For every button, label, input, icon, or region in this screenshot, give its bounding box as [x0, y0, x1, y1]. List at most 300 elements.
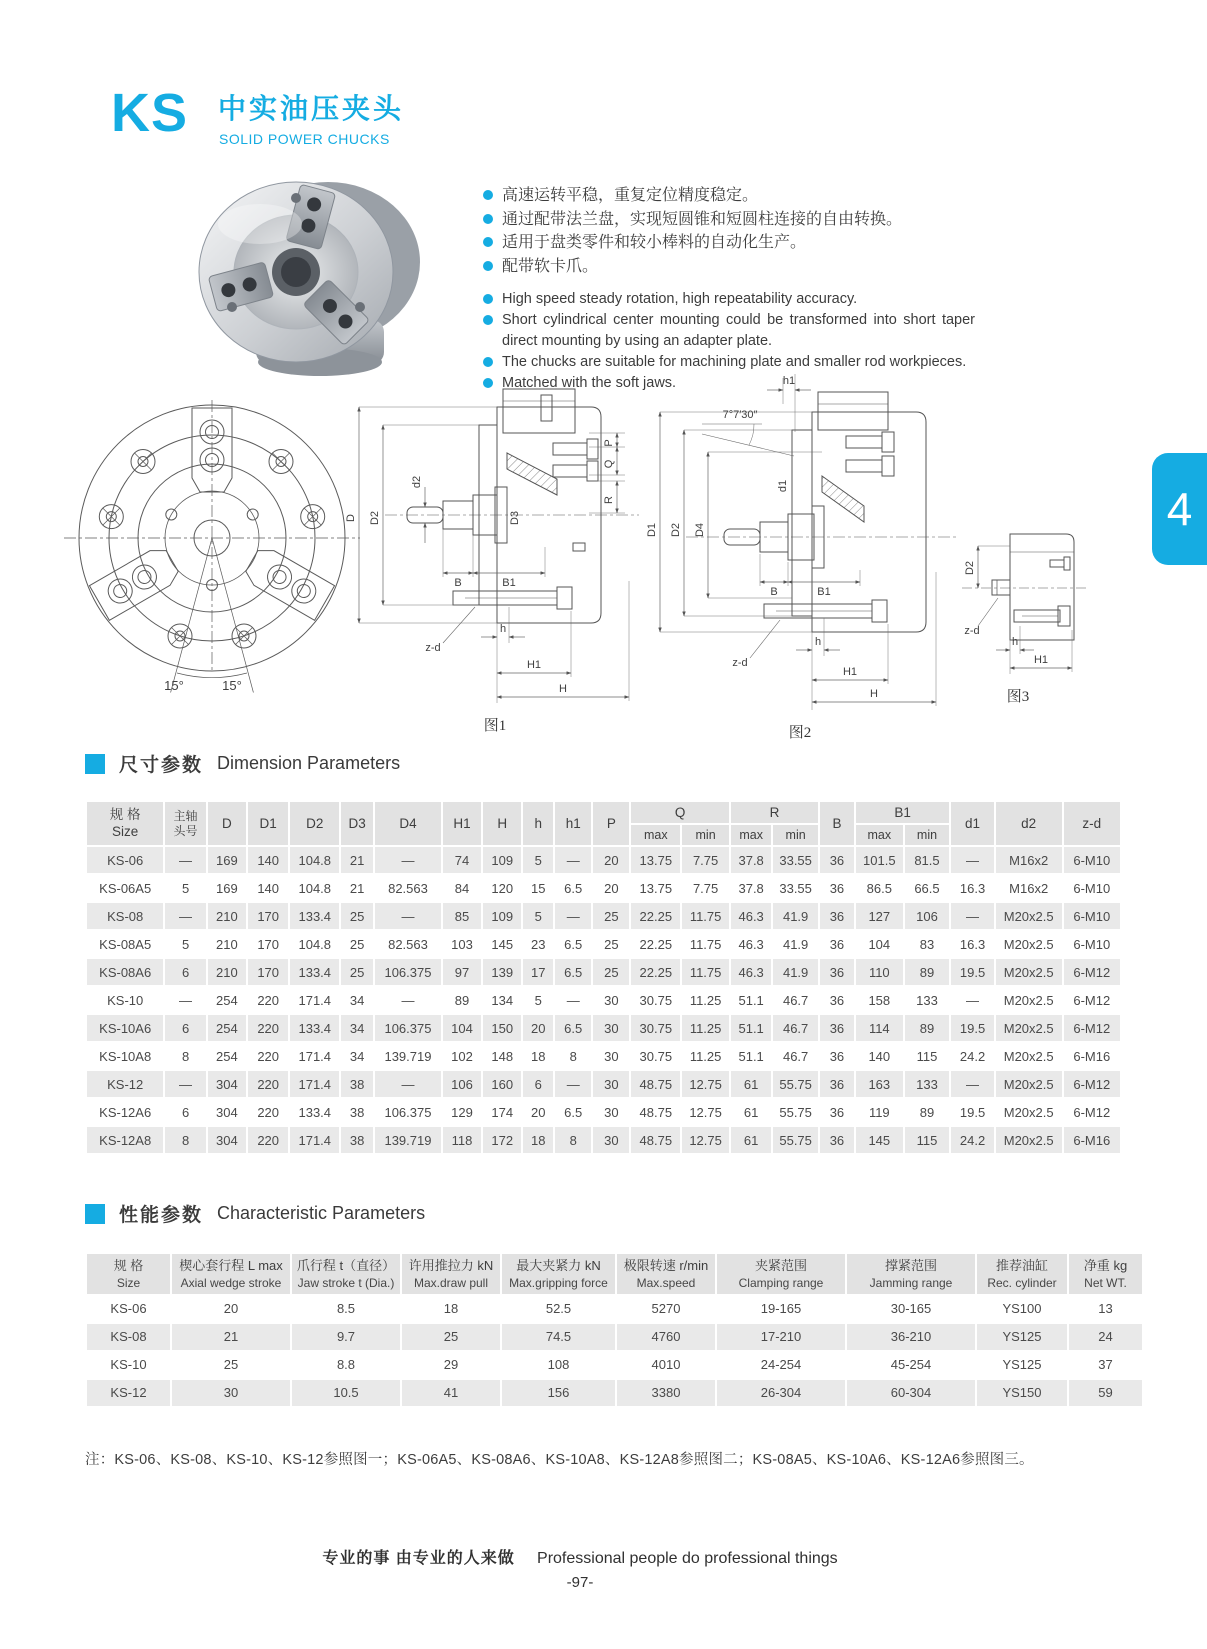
table-cell: 30.75: [630, 1042, 681, 1070]
table-cell: 41.9: [772, 902, 819, 930]
table-cell: 18: [522, 1042, 554, 1070]
table-cell: 25: [340, 930, 374, 958]
table-cell: 38: [340, 1126, 374, 1154]
table-cell: KS-12A6: [86, 1098, 164, 1126]
section-marker-icon: [85, 1204, 105, 1224]
table-cell: 17: [522, 958, 554, 986]
table-cell: 25: [592, 930, 630, 958]
table-cell: 23: [522, 930, 554, 958]
column-header: 最大夹紧力 kN Max.gripping force: [501, 1253, 616, 1295]
table-cell: 114: [855, 1014, 904, 1042]
table-cell: 19.5: [950, 1098, 994, 1126]
footer-slogan-zh: 专业的事 由专业的人来做: [322, 1550, 515, 1567]
table-cell: 25: [340, 902, 374, 930]
table-cell: 6-M10: [1063, 874, 1121, 902]
table-cell: 46.7: [772, 1042, 819, 1070]
column-header-size: 规 格 Size: [86, 801, 164, 846]
table-cell: 55.75: [772, 1098, 819, 1126]
table-cell: 38: [340, 1070, 374, 1098]
table-cell: 51.1: [730, 986, 772, 1014]
table-cell: KS-10: [86, 1351, 171, 1379]
table-cell: 19-165: [716, 1295, 846, 1323]
section-marker-icon: [85, 754, 105, 774]
dim-label: h: [814, 636, 822, 648]
table-cell: 30: [592, 986, 630, 1014]
table-cell: 30: [592, 1042, 630, 1070]
table-cell: 46.3: [730, 930, 772, 958]
section-drawing-2: [640, 372, 960, 714]
section-header-dimension: [85, 750, 400, 777]
table-cell: 8: [554, 1042, 592, 1070]
table-cell: 109: [482, 846, 522, 874]
table-cell: 16.3: [950, 930, 994, 958]
table-cell: 24.2: [950, 1126, 994, 1154]
column-header-r: R: [730, 801, 819, 824]
feature-item: High speed steady rotation, high repeatability accuracy.: [483, 289, 975, 310]
column-header: d1: [950, 801, 994, 846]
table-cell: 140: [247, 846, 289, 874]
table-cell: 11.25: [681, 1042, 730, 1070]
table-cell: 97: [442, 958, 482, 986]
table-cell: 6-M10: [1063, 930, 1121, 958]
table-cell: 11.25: [681, 986, 730, 1014]
table-cell: 106.375: [374, 1098, 442, 1126]
section-header-characteristic: [85, 1200, 425, 1227]
table-cell: 254: [207, 1042, 247, 1070]
table-cell: 169: [207, 874, 247, 902]
table-cell: KS-08A5: [86, 930, 164, 958]
table-cell: 104.8: [289, 874, 340, 902]
footer-slogan: [0, 1545, 1160, 1568]
reference-note: 注：KS-06、KS-08、KS-10、KS-12参照图一；KS-06A5、KS-08A6、KS-10A8、KS-12A8参照图二；KS-08A5、KS-10A6、KS-12A6参照图三。: [85, 1452, 1034, 1468]
table-cell: 20: [522, 1014, 554, 1042]
dim-label: D: [345, 514, 357, 522]
column-header: D2: [289, 801, 340, 846]
table-cell: 6-M10: [1063, 846, 1121, 874]
table-cell: YS150: [976, 1379, 1068, 1407]
characteristic-table: [85, 1252, 1144, 1408]
table-cell: M20x2.5: [995, 1014, 1063, 1042]
table-cell: 172: [482, 1126, 522, 1154]
front-view-figure: [62, 398, 362, 713]
table-cell: 210: [207, 930, 247, 958]
table-cell: M16x2: [995, 874, 1063, 902]
feature-item: Short cylindrical center mounting could be transformed into short taper direct mounting by using an adapter plate.: [483, 310, 975, 352]
table-cell: 8: [554, 1126, 592, 1154]
table-cell: 115: [904, 1042, 951, 1070]
table-cell: —: [164, 846, 206, 874]
table-cell: 145: [855, 1126, 904, 1154]
figure-caption: 图2: [788, 725, 812, 741]
table-cell: 133.4: [289, 902, 340, 930]
dim-label: B: [454, 577, 462, 589]
table-cell: 51.1: [730, 1014, 772, 1042]
table-cell: 30.75: [630, 1014, 681, 1042]
feature-list-zh: [483, 184, 975, 278]
table-cell: 254: [207, 1014, 247, 1042]
table-row: [86, 1098, 1121, 1126]
table-cell: —: [374, 902, 442, 930]
dim-label: H1: [526, 659, 542, 671]
table-cell: 6-M12: [1063, 1098, 1121, 1126]
table-cell: 89: [442, 986, 482, 1014]
table-cell: 24-254: [716, 1351, 846, 1379]
table-cell: 24: [1068, 1323, 1143, 1351]
table-cell: KS-12: [86, 1070, 164, 1098]
column-header: D3: [340, 801, 374, 846]
column-subheader-min: min: [681, 824, 730, 846]
table-cell: 55.75: [772, 1126, 819, 1154]
column-header: 撑紧范围 Jamming range: [846, 1253, 976, 1295]
table-cell: 210: [207, 958, 247, 986]
table-cell: M20x2.5: [995, 1098, 1063, 1126]
table-cell: 4760: [616, 1323, 716, 1351]
table-cell: 171.4: [289, 1070, 340, 1098]
feature-item: Matched with the soft jaws.: [483, 373, 975, 394]
table-cell: KS-08A6: [86, 958, 164, 986]
table-cell: 48.75: [630, 1070, 681, 1098]
table-cell: 108: [501, 1351, 616, 1379]
table-cell: 5: [522, 846, 554, 874]
table-cell: 104.8: [289, 930, 340, 958]
table-cell: KS-10A8: [86, 1042, 164, 1070]
table-cell: 26-304: [716, 1379, 846, 1407]
column-header: H1: [442, 801, 482, 846]
table-cell: 25: [592, 958, 630, 986]
column-header: z-d: [1063, 801, 1121, 846]
dim-label: z-d: [732, 657, 748, 669]
table-cell: 82.563: [374, 874, 442, 902]
table-cell: 41.9: [772, 958, 819, 986]
table-cell: 46.7: [772, 986, 819, 1014]
table-cell: 85: [442, 902, 482, 930]
angle-label: 15°: [164, 678, 184, 693]
table-cell: 36: [819, 1042, 855, 1070]
table-cell: 16.3: [950, 874, 994, 902]
table-cell: 51.1: [730, 1042, 772, 1070]
table-cell: 8.5: [291, 1295, 401, 1323]
table-row: [86, 930, 1121, 958]
table-cell: 25: [171, 1351, 291, 1379]
table-cell: 220: [247, 1014, 289, 1042]
table-cell: 109: [482, 902, 522, 930]
table-cell: 6.5: [554, 930, 592, 958]
table-cell: 133: [904, 1070, 951, 1098]
column-header: 许用推拉力 kN Max.draw pull: [401, 1253, 501, 1295]
figure-2: [640, 372, 960, 742]
table-cell: 74: [442, 846, 482, 874]
table-cell: 8: [164, 1042, 206, 1070]
table-cell: 6.5: [554, 958, 592, 986]
front-view-drawing: [62, 398, 362, 708]
table-cell: 160: [482, 1070, 522, 1098]
table-cell: —: [374, 1070, 442, 1098]
bullet-icon: [483, 315, 493, 325]
angle-label: 7°7′30″: [722, 409, 758, 421]
table-row: [86, 846, 1121, 874]
dim-label: z-d: [964, 625, 980, 637]
table-cell: 106.375: [374, 1014, 442, 1042]
column-header: 规 格 Size: [86, 1253, 171, 1295]
table-cell: 133.4: [289, 1014, 340, 1042]
table-cell: 30: [592, 1070, 630, 1098]
dim-label: D2: [964, 560, 976, 576]
table-cell: 6-M16: [1063, 1042, 1121, 1070]
table-cell: 6.5: [554, 874, 592, 902]
table-cell: 22.25: [630, 958, 681, 986]
dim-label: h: [499, 623, 507, 635]
table-cell: 118: [442, 1126, 482, 1154]
table-cell: YS100: [976, 1295, 1068, 1323]
brand-logo: KS: [111, 83, 189, 143]
table-cell: 6-M12: [1063, 1070, 1121, 1098]
table-cell: 18: [522, 1126, 554, 1154]
column-header: h: [522, 801, 554, 846]
table-cell: 37.8: [730, 874, 772, 902]
table-cell: 30: [592, 1014, 630, 1042]
table-cell: 304: [207, 1070, 247, 1098]
table-cell: 15: [522, 874, 554, 902]
table-cell: 220: [247, 1042, 289, 1070]
table-cell: 220: [247, 1126, 289, 1154]
table-cell: 127: [855, 902, 904, 930]
table-cell: 29: [401, 1351, 501, 1379]
table-cell: 46.7: [772, 1014, 819, 1042]
table-cell: 163: [855, 1070, 904, 1098]
table-cell: 13: [1068, 1295, 1143, 1323]
bullet-icon: [483, 357, 493, 367]
table-cell: 6-M16: [1063, 1126, 1121, 1154]
dim-label: z-d: [425, 642, 441, 654]
table-cell: 5270: [616, 1295, 716, 1323]
table-cell: 36: [819, 1014, 855, 1042]
table-row: [86, 1070, 1121, 1098]
table-cell: 45-254: [846, 1351, 976, 1379]
table-cell: 36: [819, 986, 855, 1014]
dim-label: Q: [603, 459, 615, 469]
table-cell: 220: [247, 986, 289, 1014]
table-cell: 17-210: [716, 1323, 846, 1351]
characteristic-table-wrap: [85, 1252, 1128, 1408]
table-cell: KS-12: [86, 1379, 171, 1407]
table-cell: KS-06: [86, 846, 164, 874]
table-cell: 5: [164, 930, 206, 958]
angle-label: 15°: [222, 678, 242, 693]
table-cell: 34: [340, 986, 374, 1014]
table-cell: 254: [207, 986, 247, 1014]
table-cell: 102: [442, 1042, 482, 1070]
table-cell: 133: [904, 986, 951, 1014]
table-cell: KS-10: [86, 986, 164, 1014]
table-cell: 48.75: [630, 1126, 681, 1154]
table-cell: 120: [482, 874, 522, 902]
table-cell: 106: [904, 902, 951, 930]
table-cell: 110: [855, 958, 904, 986]
table-cell: 134: [482, 986, 522, 1014]
table-cell: 13.75: [630, 874, 681, 902]
table-cell: —: [950, 1070, 994, 1098]
table-cell: 81.5: [904, 846, 951, 874]
column-header-b1: B1: [855, 801, 950, 824]
table-cell: 101.5: [855, 846, 904, 874]
dim-label: d1: [777, 479, 789, 493]
figure-caption: 图1: [483, 718, 507, 734]
table-cell: 52.5: [501, 1295, 616, 1323]
table-cell: —: [554, 846, 592, 874]
table-cell: 12.75: [681, 1070, 730, 1098]
table-cell: 21: [171, 1323, 291, 1351]
bullet-icon: [483, 214, 493, 224]
table-row: [86, 1014, 1121, 1042]
column-subheader-max: max: [630, 824, 681, 846]
column-header: D1: [247, 801, 289, 846]
table-cell: 24.2: [950, 1042, 994, 1070]
dim-label: R: [603, 496, 615, 504]
table-cell: 156: [501, 1379, 616, 1407]
table-cell: 7.75: [681, 846, 730, 874]
dim-label: H1: [1033, 654, 1049, 666]
table-row: [86, 874, 1121, 902]
table-cell: 170: [247, 958, 289, 986]
table-cell: 86.5: [855, 874, 904, 902]
footer-slogan-en: Professional people do professional things: [537, 1550, 838, 1567]
table-cell: 304: [207, 1126, 247, 1154]
table-cell: 133.4: [289, 1098, 340, 1126]
table-cell: 304: [207, 1098, 247, 1126]
table-cell: 148: [482, 1042, 522, 1070]
table-cell: 145: [482, 930, 522, 958]
column-header: h1: [554, 801, 592, 846]
column-header: 楔心套行程 L max Axial wedge stroke: [171, 1253, 291, 1295]
table-cell: —: [554, 902, 592, 930]
page-title-en: SOLID POWER CHUCKS: [219, 131, 390, 147]
table-cell: 8: [164, 1126, 206, 1154]
figure-1: [345, 385, 645, 735]
table-row: [86, 1379, 1143, 1407]
table-cell: YS125: [976, 1351, 1068, 1379]
table-cell: 36: [819, 930, 855, 958]
table-cell: 18: [401, 1295, 501, 1323]
table-cell: 174: [482, 1098, 522, 1126]
dim-label: h1: [782, 375, 796, 387]
column-header: 夹紧范围 Clamping range: [716, 1253, 846, 1295]
table-cell: 133.4: [289, 958, 340, 986]
table-cell: 9.7: [291, 1323, 401, 1351]
table-cell: 36: [819, 1098, 855, 1126]
table-cell: 34: [340, 1014, 374, 1042]
table-cell: 13.75: [630, 846, 681, 874]
table-cell: M20x2.5: [995, 902, 1063, 930]
table-cell: M20x2.5: [995, 1042, 1063, 1070]
table-cell: 61: [730, 1098, 772, 1126]
table-cell: 41: [401, 1379, 501, 1407]
table-cell: 115: [904, 1126, 951, 1154]
table-cell: M20x2.5: [995, 986, 1063, 1014]
table-cell: 210: [207, 902, 247, 930]
table-cell: 89: [904, 958, 951, 986]
table-cell: 6: [164, 958, 206, 986]
table-cell: 55.75: [772, 1070, 819, 1098]
table-cell: 6: [164, 1098, 206, 1126]
table-cell: 30.75: [630, 986, 681, 1014]
table-row: [86, 986, 1121, 1014]
table-cell: —: [554, 1070, 592, 1098]
table-cell: 25: [592, 902, 630, 930]
table-cell: —: [950, 986, 994, 1014]
table-cell: 11.75: [681, 902, 730, 930]
table-cell: 171.4: [289, 1126, 340, 1154]
table-cell: 30: [171, 1379, 291, 1407]
column-header: P: [592, 801, 630, 846]
table-cell: 6.5: [554, 1098, 592, 1126]
table-cell: 19.5: [950, 1014, 994, 1042]
table-cell: 59: [1068, 1379, 1143, 1407]
dim-label: h: [1011, 636, 1019, 648]
table-cell: —: [164, 902, 206, 930]
table-cell: 106.375: [374, 958, 442, 986]
table-cell: —: [164, 986, 206, 1014]
table-cell: 19.5: [950, 958, 994, 986]
dim-label: D2: [670, 522, 682, 538]
table-cell: 36: [819, 1126, 855, 1154]
table-cell: 140: [855, 1042, 904, 1070]
table-cell: 33.55: [772, 846, 819, 874]
table-row: [86, 902, 1121, 930]
table-row: [86, 1126, 1121, 1154]
table-cell: 61: [730, 1126, 772, 1154]
table-cell: 140: [247, 874, 289, 902]
table-cell: KS-06A5: [86, 874, 164, 902]
table-cell: 21: [340, 874, 374, 902]
table-cell: 22.25: [630, 930, 681, 958]
table-cell: 37: [1068, 1351, 1143, 1379]
table-cell: 30: [592, 1098, 630, 1126]
feature-item: 配带软卡爪。: [483, 255, 975, 279]
section-title-zh: 性能参数: [119, 1205, 204, 1226]
table-cell: 20: [592, 874, 630, 902]
product-photo: [158, 172, 434, 397]
table-cell: M20x2.5: [995, 1126, 1063, 1154]
table-cell: 8.8: [291, 1351, 401, 1379]
table-cell: 12.75: [681, 1126, 730, 1154]
table-cell: 11.25: [681, 1014, 730, 1042]
table-cell: 119: [855, 1098, 904, 1126]
feature-item: The chucks are suitable for machining plate and smaller rod workpieces.: [483, 352, 975, 373]
column-header: D4: [374, 801, 442, 846]
dim-label: B: [770, 586, 778, 598]
column-subheader-min: min: [904, 824, 951, 846]
table-cell: 41.9: [772, 930, 819, 958]
table-cell: 129: [442, 1098, 482, 1126]
column-header: 爪行程 t（直径） Jaw stroke t (Dia.): [291, 1253, 401, 1295]
table-cell: —: [950, 846, 994, 874]
table-cell: KS-06: [86, 1295, 171, 1323]
table-cell: 6: [164, 1014, 206, 1042]
feature-item: 通过配带法兰盘，实现短圆锥和短圆柱连接的自由转换。: [483, 208, 975, 232]
table-cell: 6.5: [554, 1014, 592, 1042]
bullet-icon: [483, 190, 493, 200]
table-cell: M20x2.5: [995, 930, 1063, 958]
section-title-en: Characteristic Parameters: [217, 1203, 426, 1223]
dim-label: P: [603, 439, 615, 447]
table-cell: 6-M12: [1063, 986, 1121, 1014]
table-cell: KS-08: [86, 902, 164, 930]
table-cell: —: [950, 902, 994, 930]
table-cell: 106: [442, 1070, 482, 1098]
table-cell: 36-210: [846, 1323, 976, 1351]
table-cell: 21: [340, 846, 374, 874]
table-cell: 20: [592, 846, 630, 874]
